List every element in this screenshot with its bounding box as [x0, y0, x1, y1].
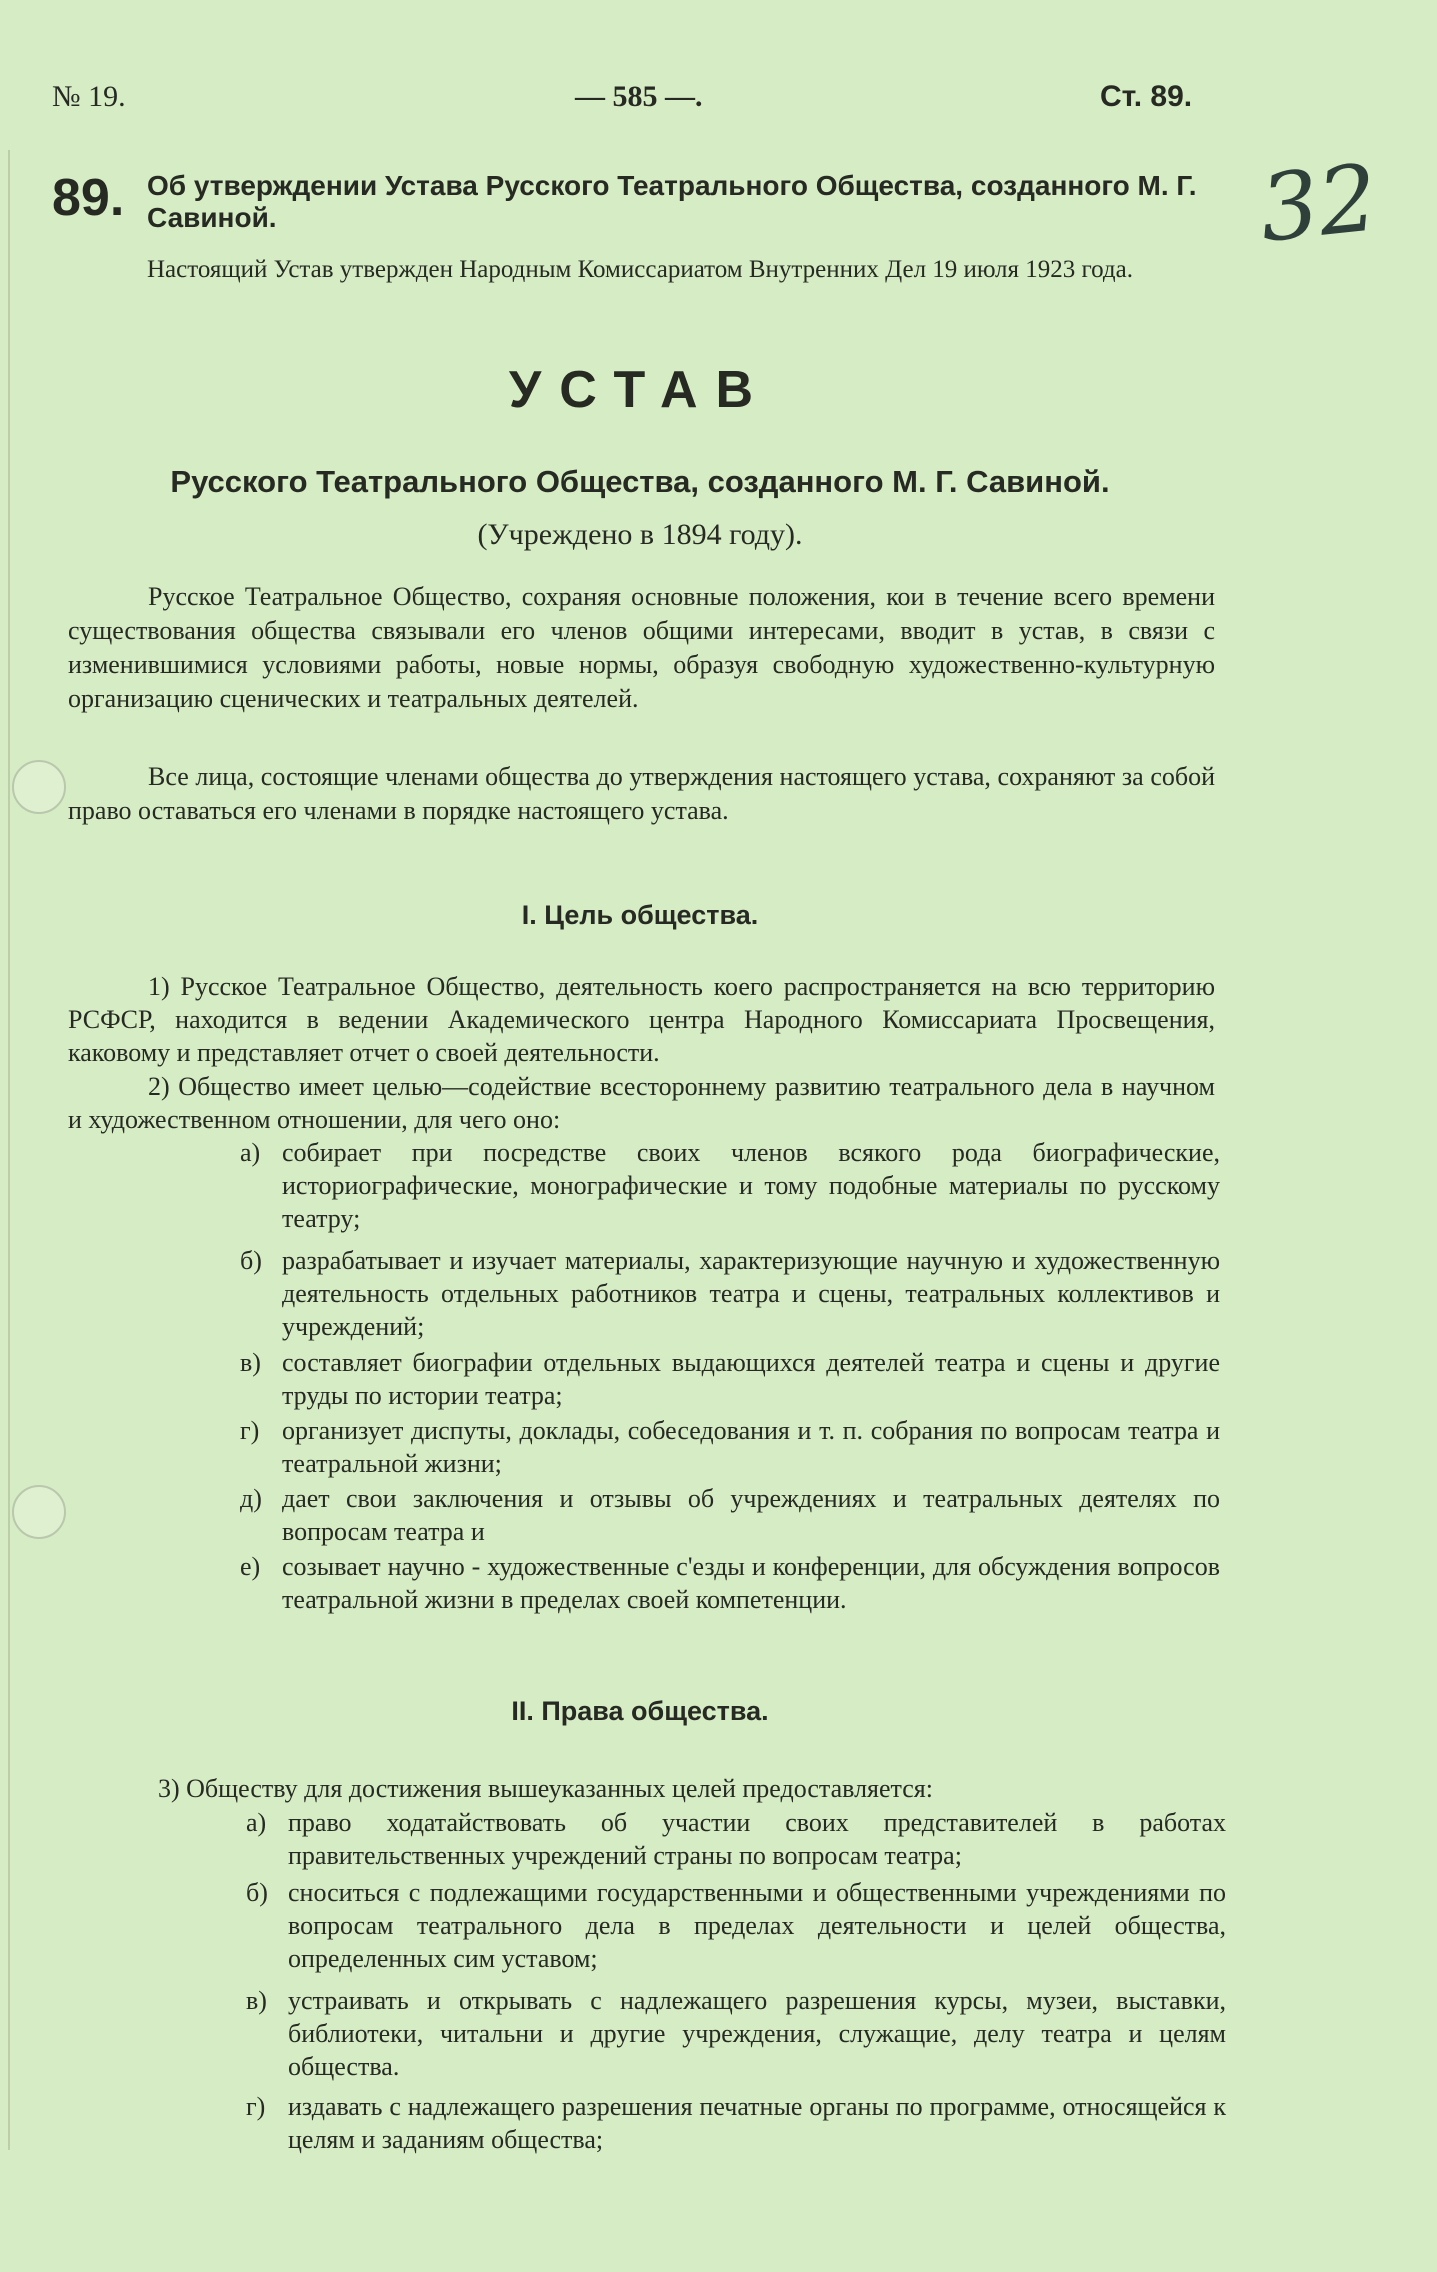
clause-paragraph [68, 1772, 1215, 1805]
list-item [240, 1244, 1220, 1343]
list-item [240, 1136, 1220, 1235]
list-letter: б) [240, 1246, 262, 1275]
list-item [246, 1876, 1226, 1975]
list-item [246, 1806, 1226, 1872]
clause-text: 2) Общество имеет целью—содействие всестороннему развитию театрального дела в научном и художественном отношении, для чего оно: [68, 1072, 1215, 1134]
list-letter: а) [246, 1808, 267, 1837]
section-heading: I. Цель общества. [521, 900, 759, 930]
list-text: сноситься с подлежащими государственными и общественными учреждениями по вопросам театрального дела в пределах деятельности и целей общества, определенных сим уставом; [288, 1878, 1226, 1973]
document-subtitle: Русского Театрального Общества, созданного М. Г. Савиной. [170, 464, 1110, 499]
document-title: УСТАВ [508, 361, 772, 419]
section-heading: II. Права общества. [511, 1696, 769, 1726]
list-letter: г) [246, 2092, 266, 2121]
clause-paragraph [68, 1070, 1215, 1136]
list-item [246, 1984, 1226, 2083]
list-item [246, 2090, 1226, 2156]
list-item [240, 1482, 1220, 1548]
margin-fold-line [8, 150, 10, 2150]
issue-number: № 19. [52, 80, 126, 113]
punch-hole [12, 1485, 66, 1539]
list-item [240, 1550, 1220, 1616]
clause-text: 3) Обществу для достижения вышеуказанных целей предоставляется: [158, 1774, 933, 1803]
list-text: организует диспуты, доклады, собеседования и т. п. собрания по вопросам театра и театральной жизни; [282, 1416, 1220, 1478]
list-text: собирает при посредстве своих членов всякого рода биографические, историографические, монографические и тому подобные материалы по русскому театру; [282, 1138, 1220, 1233]
clause-paragraph [68, 970, 1215, 1069]
list-item [240, 1346, 1220, 1412]
intro-paragraph: Все лица, состоящие членами общества до утверждения настоящего устава, сохраняют за собой право оставаться его членами в порядке настоящего устава. [68, 762, 1215, 825]
list-item [240, 1414, 1220, 1480]
list-letter: а) [240, 1138, 261, 1167]
list-text: разрабатывает и изучает материалы, характеризующие научную и художественную деятельность отдельных работников театра и сцены, театральных коллективов и учреждений; [282, 1246, 1220, 1341]
list-text: право ходатайствовать об участии своих представителей в работах правительственных учреждений страны по вопросам театра; [288, 1808, 1226, 1870]
list-letter: г) [240, 1416, 260, 1445]
handwritten-number: 32 [1254, 144, 1383, 263]
founding-date: (Учреждено в 1894 году). [477, 518, 803, 551]
act-number: 89. [52, 169, 125, 227]
list-text: издавать с надлежащего разрешения печатные органы по программе, относящейся к целям и заданиям общества; [288, 2092, 1226, 2154]
clause-text: 1) Русское Театральное Общество, деятельность коего распространяется на всю территорию РСФСР, находится в ведении Академического центра Народного Комиссариата Просвещения, каковому и представляет отчет о своей деятельности. [68, 972, 1215, 1067]
list-text: составляет биографии отдельных выдающихся деятелей театра и сцены и другие труды по истории театра; [282, 1348, 1220, 1410]
intro-paragraph: Русское Театральное Общество, сохраняя основные положения, кои в течение всего времени существования общества связывали его членов общими интересами, вводит в устав, в связи с изменившимися условиями работы, новые нормы, образуя свободную художественно-культурную организацию сценических и театральных деятелей. [68, 582, 1215, 713]
page-number: — 585 —. [575, 80, 703, 113]
list-text: дает свои заключения и отзывы об учреждениях и театральных деятелях по вопросам театра и [282, 1484, 1220, 1546]
article-number: Ст. 89. [1100, 80, 1193, 113]
punch-hole [12, 760, 66, 814]
list-letter: д) [240, 1484, 262, 1513]
list-letter: е) [240, 1552, 261, 1581]
list-text: устраивать и открывать с надлежащего разрешения курсы, музеи, выставки, библиотеки, читальни и другие учреждения, служащие, делу театра и целям общества. [288, 1986, 1226, 2081]
act-note: Настоящий Устав утвержден Народным Комиссариатом Внутренних Дел 19 июля 1923 года. [147, 256, 1133, 283]
list-letter: б) [246, 1878, 268, 1907]
list-letter: в) [246, 1986, 267, 2015]
list-letter: в) [240, 1348, 261, 1377]
act-title: Об утверждении Устава Русского Театрального Общества, созданного М. Г. Савиной. [147, 170, 1197, 233]
list-text: созывает научно - художественные с'езды и конференции, для обсуждения вопросов театральной жизни в пределах своей компетенции. [282, 1552, 1220, 1614]
